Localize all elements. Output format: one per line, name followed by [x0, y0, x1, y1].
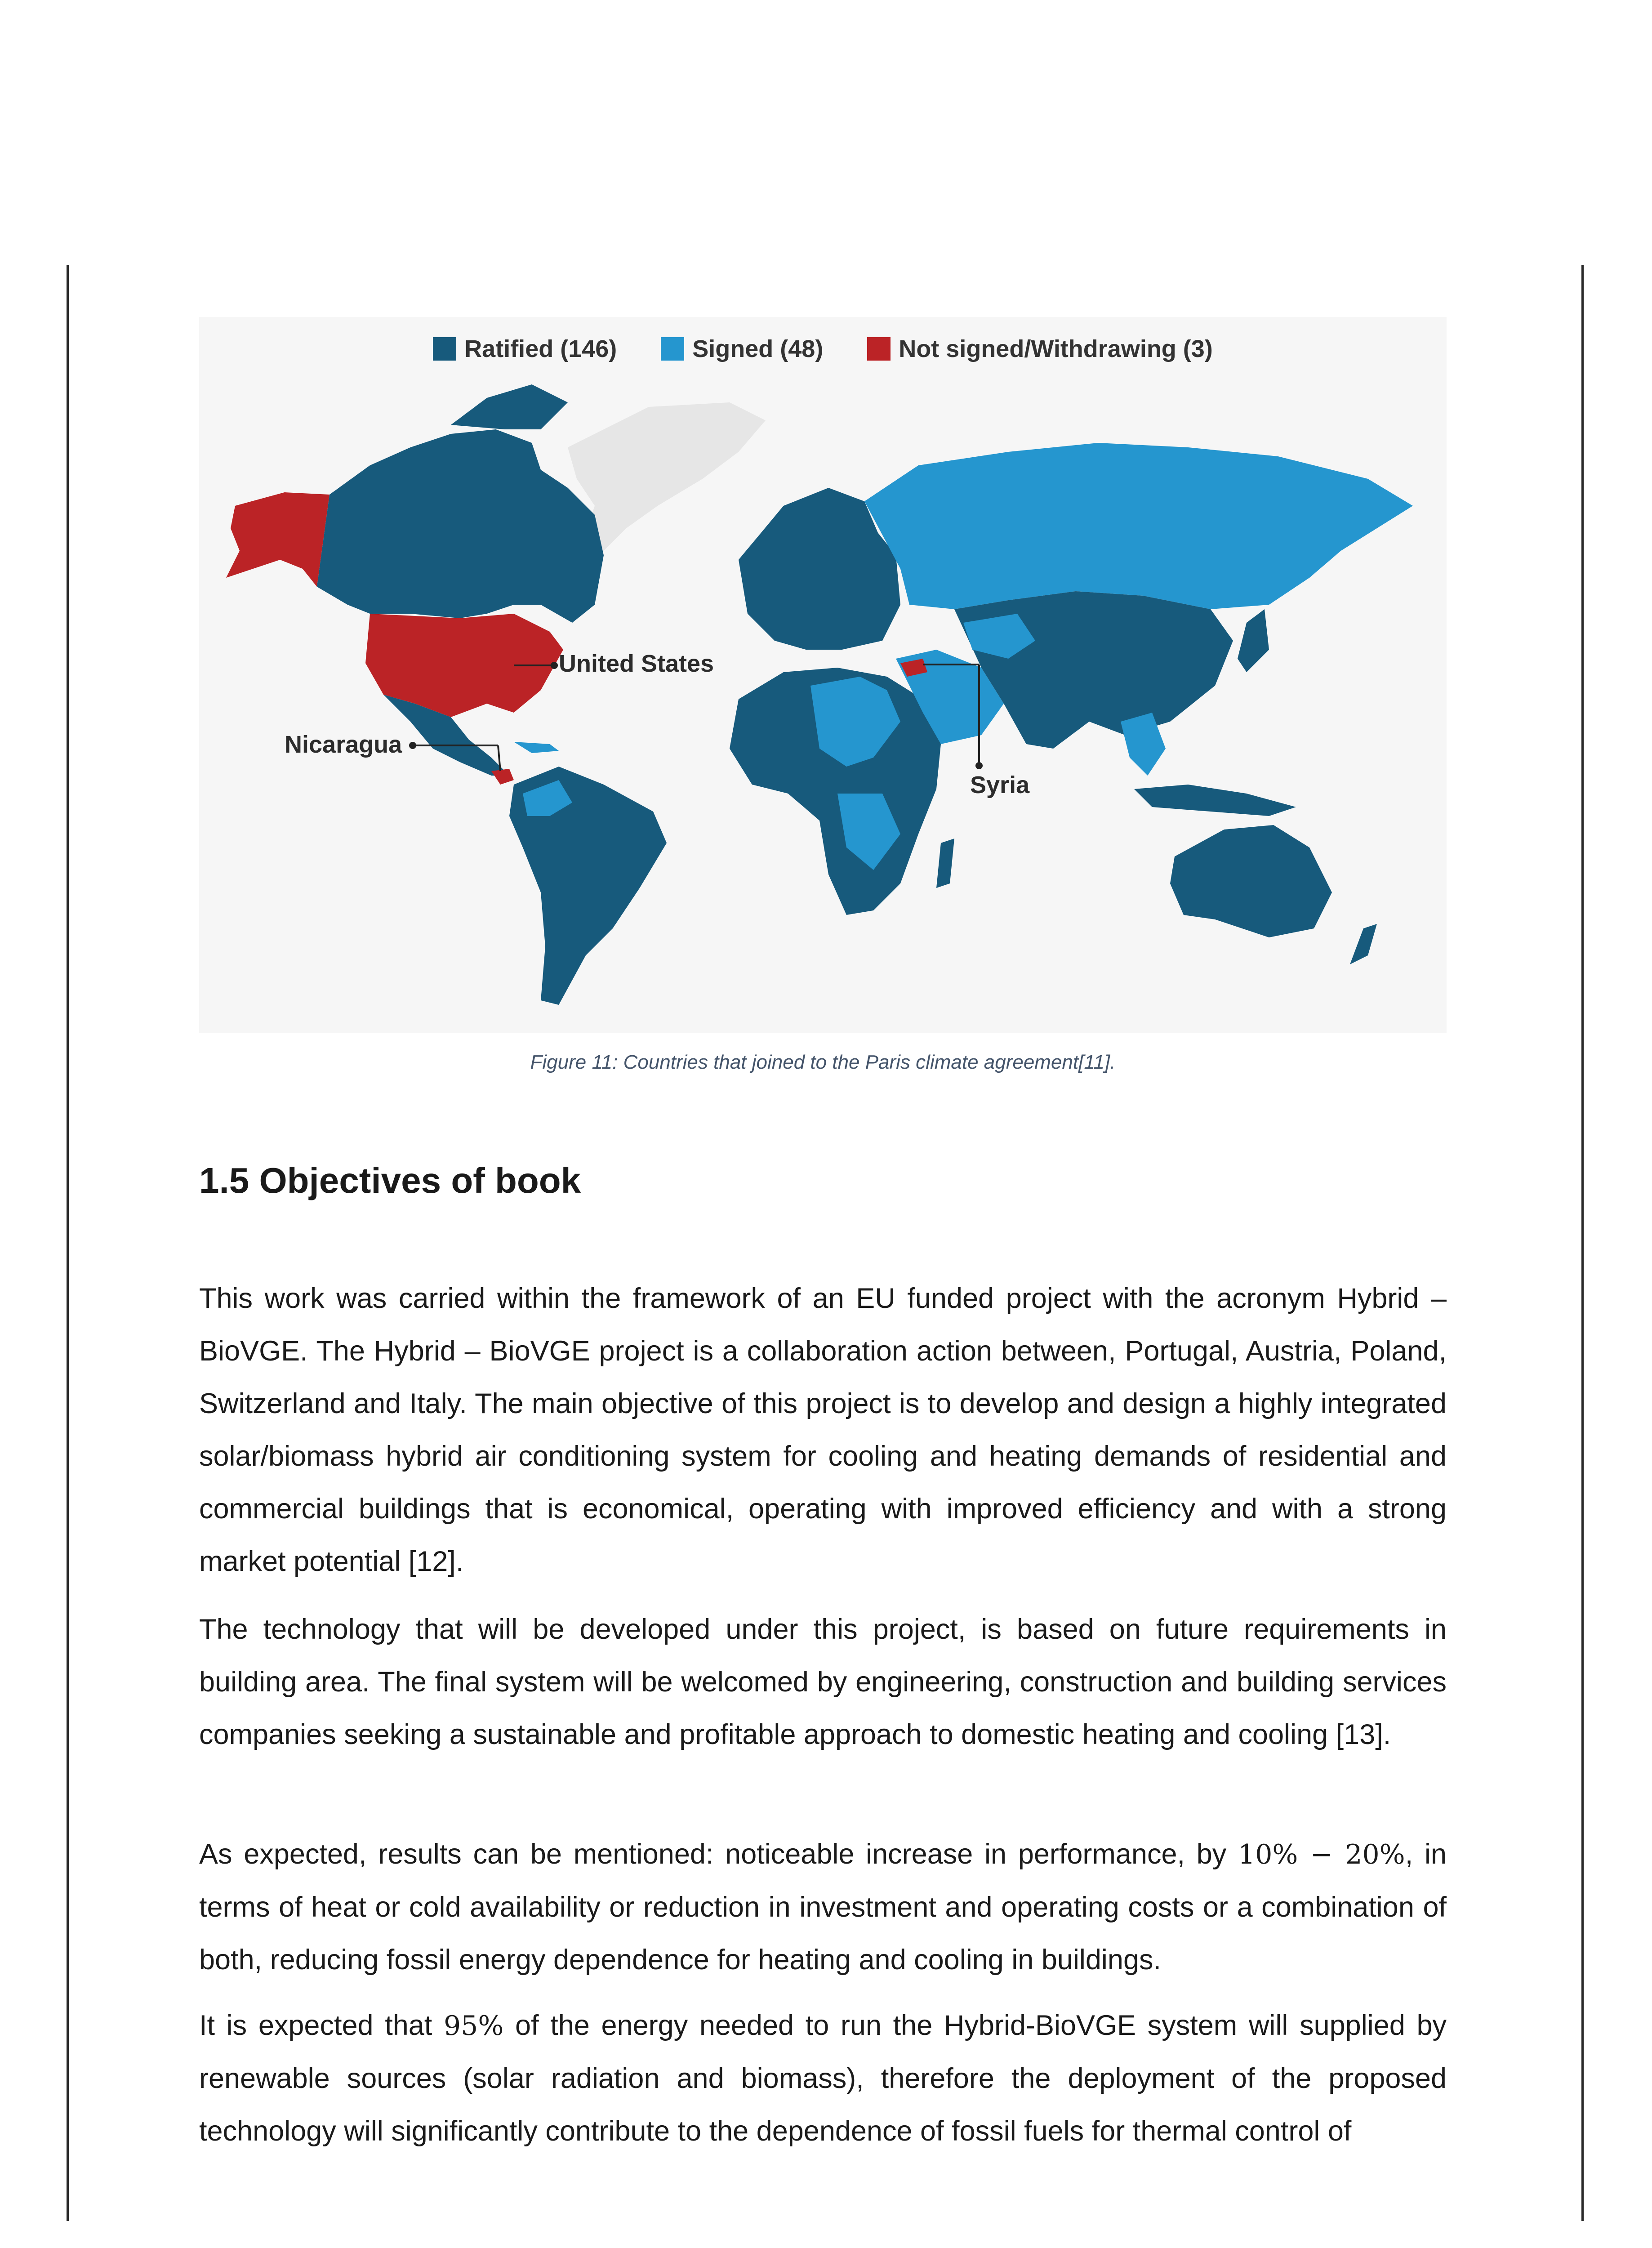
paragraph-4-text-b: of the energy needed to run the Hybrid-BioVGE system will supplied by renewable sources (solar radiation and biomass), therefore the deployment of the proposed technology will significantly contribute to the dependence of fossil fuels for thermal control of	[199, 2010, 1447, 2147]
section-heading: 1.5 Objectives of book	[199, 1160, 581, 1200]
syria-leader-dot	[975, 762, 983, 769]
russia-shape	[864, 443, 1413, 609]
legend-label-ratified: Ratified (146)	[464, 335, 617, 362]
legend-swatch-not-signed	[867, 337, 891, 361]
map-legend	[199, 335, 1447, 363]
legend-item-not-signed	[867, 335, 1212, 363]
alaska-shape	[226, 492, 330, 587]
paris-agreement-map-figure	[199, 317, 1447, 1033]
united-states-leader-dot	[551, 662, 558, 669]
legend-label-not-signed: Not signed/Withdrawing (3)	[899, 335, 1213, 362]
paragraph-2: The technology that will be developed under this project, is based on future requirements in building area. The final system will be welcomed by engineering, construction and building services companies seeking a sustainable and profitable approach to domestic heating and cooling [13].	[199, 1614, 1447, 1750]
asia-shape	[954, 591, 1233, 749]
paragraph-3-text-a: As expected, results can be mentioned: noticeable increase in performance, by	[199, 1838, 1238, 1870]
paragraph-4-text-a: It is expected that	[199, 2010, 444, 2041]
madagascar-shape	[936, 839, 954, 888]
legend-swatch-signed	[661, 337, 684, 361]
paragraph-4	[199, 1999, 1447, 2158]
paragraph-3	[199, 1828, 1447, 1986]
legend-item-signed	[661, 335, 823, 363]
legend-label-signed: Signed (48)	[692, 335, 824, 362]
figure-caption: Figure 11: Countries that joined to the Paris climate agreement[11].	[530, 1051, 1116, 1073]
nicaragua-leader-dot	[409, 742, 416, 749]
paragraph-3-text-b: , in terms of heat or cold availability or reduction in investment and operating costs or a combination of both, reducing fossil energy dependence for heating and cooling in buildings.	[199, 1838, 1447, 1976]
performance-range-math: 10% − 20%	[1238, 1839, 1405, 1870]
japan-shape	[1238, 609, 1269, 672]
caribbean-shape	[514, 742, 559, 753]
world-map	[199, 317, 1447, 1033]
renewable-share-math: 95%	[444, 2010, 504, 2042]
canada-shape	[317, 429, 604, 623]
legend-swatch-ratified	[433, 337, 456, 361]
callout-united-states: United States	[559, 650, 714, 677]
callout-nicaragua: Nicaragua	[285, 731, 402, 758]
legend-item-ratified	[433, 335, 617, 363]
left-margin-rule	[67, 265, 69, 2221]
paragraph-1: This work was carried within the framework of an EU funded project with the acronym Hybrid – BioVGE. The Hybrid – BioVGE project is a collaboration action between, Portugal, Austria, Poland, Switzerland and Italy. The main objective of this project is to develop and design a highly integrated solar/biomass hybrid air conditioning system for cooling and heating demands of residential and commercial buildings that is economical, operating with improved efficiency and with a strong market potential [12].	[199, 1283, 1447, 1577]
indonesia-shape	[1134, 785, 1296, 816]
right-margin-rule	[1581, 265, 1584, 2221]
australia-shape	[1170, 825, 1332, 937]
callout-syria: Syria	[970, 772, 1030, 798]
new-zealand-shape	[1350, 924, 1377, 964]
arctic-islands-shape	[451, 384, 568, 429]
nicaragua-shape	[491, 769, 514, 785]
